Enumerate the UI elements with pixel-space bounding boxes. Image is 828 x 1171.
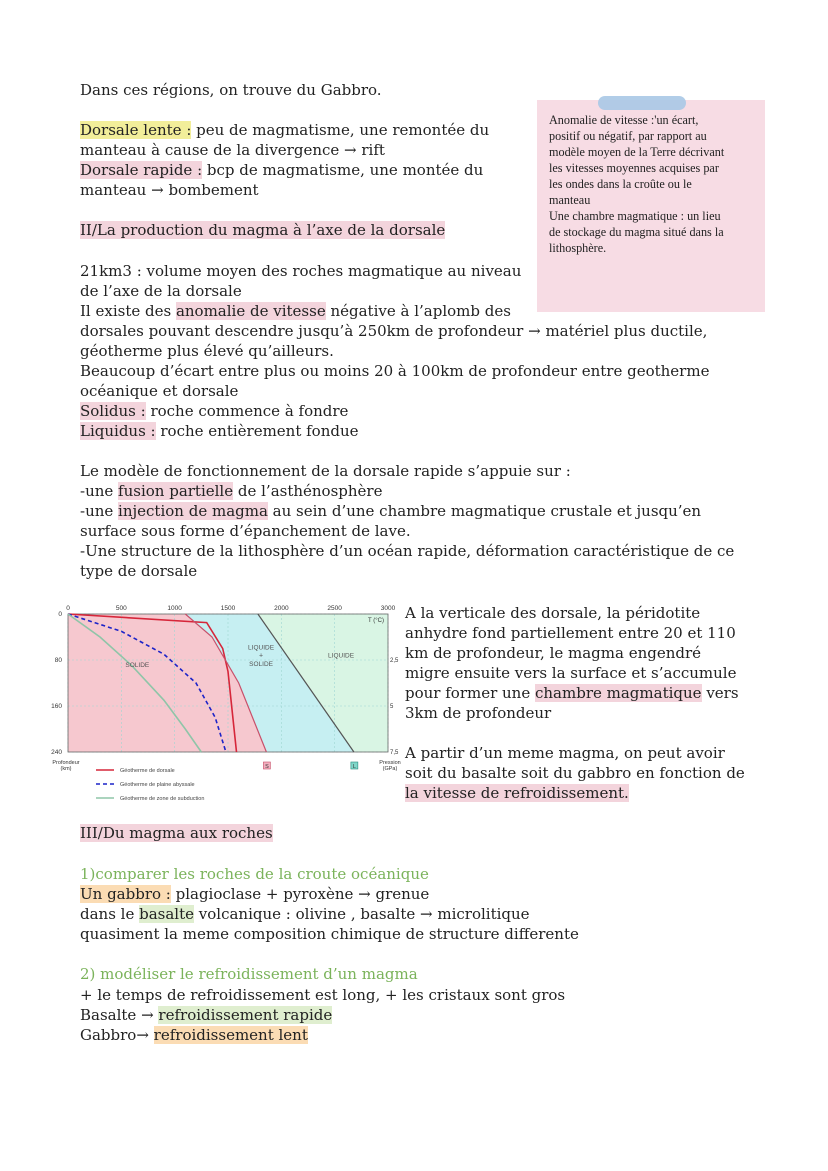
gabbro-term: Un gabbro : — [80, 885, 171, 903]
modele-bullet-3-line2: type de dorsale — [80, 562, 198, 580]
right-line1: A la verticale des dorsale, la péridotite — [405, 604, 701, 622]
subheading-2: 2) modéliser le refroidissement d’un magma — [80, 965, 418, 983]
modele-bullet-1: -une fusion partielle de l’asthénosphère — [80, 482, 383, 500]
modele-bullet-2: -une injection de magma au sein d’une chambre magmatique crustale et jusqu’en — [80, 502, 702, 520]
definition-note: Anomalie de vitesse :'un écart, positif ou négatif, par rapport au modèle moyen de la Terre décrivant les vitesses moyennes acquises par les ondes dans la croûte ou le manteau Une chambre magmatique : un lieu de stockage du magma situé dans la lithosphère. — [537, 100, 765, 312]
volume-line2: de l’axe de la dorsale — [80, 282, 242, 300]
modele-bullet-2-line2: surface sous forme d’épanchement de lave. — [80, 522, 411, 540]
region-label-liquide-solide: LIQUIDE — [248, 644, 275, 652]
y2-axis-unit: (GPa) — [382, 766, 398, 772]
dorsale-rapide-term: Dorsale rapide : — [80, 161, 203, 179]
solidus-marker-label: S — [265, 764, 269, 770]
dorsale-lente-term: Dorsale lente : — [80, 121, 192, 139]
region-label-solide-2: SOLIDE — [249, 660, 273, 668]
liquidus-line: Liquidus : roche entièrement fondue — [80, 422, 359, 440]
right-line5: pour former une chambre magmatique vers — [405, 684, 739, 702]
y2-tick-label: 7,5 — [390, 750, 399, 756]
y-tick-label: 240 — [51, 749, 62, 756]
region-label-solide: SOLIDE — [125, 661, 150, 669]
right-line8: soit du basalte soit du gabbro en fonction de — [405, 764, 745, 782]
ecart-line2: océanique et dorsale — [80, 382, 239, 400]
solidus-term: Solidus : — [80, 402, 146, 420]
y2-axis-label: Pression — [379, 760, 401, 766]
x-tick-label: 500 — [115, 605, 127, 612]
volume-line1: 21km3 : volume moyen des roches magmatique au niveau — [80, 262, 522, 280]
modele-bullet-3: -Une structure de la lithosphère d’un océan rapide, déformation caractéristique de ce — [80, 542, 735, 560]
anomalie-line1: Il existe des anomalie de vitesse négative à l’aplomb des — [80, 302, 511, 320]
legend-label: Géotherme de dorsale — [120, 768, 175, 774]
section-2-heading: II/La production du magma à l’axe de la dorsale — [80, 221, 446, 239]
region-label-plus: + — [259, 652, 264, 660]
y-axis-label: Profondeur — [52, 760, 80, 766]
intro-text: Dans ces régions, on trouve du Gabbro. — [80, 81, 382, 99]
right-line6: 3km de profondeur — [405, 704, 552, 722]
x-tick-label: 0 — [66, 605, 70, 612]
y2-tick-label: 5 — [390, 704, 394, 710]
y-axis-unit: (km) — [60, 766, 72, 772]
x-tick-label: 3000 — [380, 605, 396, 612]
dorsale-lente-line: Dorsale lente : peu de magmatisme, une remontée du — [80, 121, 490, 139]
basalte-rapide-line: Basalte → refroidissement rapide — [80, 1006, 333, 1024]
dorsale-lente-line2: manteau à cause de la divergence → rift — [80, 141, 385, 159]
solidus-line: Solidus : roche commence à fondre — [80, 402, 349, 420]
x-tick-label: 1500 — [220, 605, 236, 612]
dorsale-rapide-line: Dorsale rapide : bcp de magmatisme, une montée du — [80, 161, 484, 179]
x-axis-label: T (°C) — [368, 618, 384, 624]
right-line7: A partir d’un meme magma, on peut avoir — [405, 744, 725, 762]
modele-intro: Le modèle de fonctionnement de la dorsale rapide s’appuie sur : — [80, 462, 571, 480]
subheading-1: 1)comparer les roches de la croute océanique — [80, 865, 429, 883]
dorsale-rapide-line2: manteau → bombement — [80, 181, 259, 199]
anomalie-line2: dorsales pouvant descendre jusqu’à 250km de profondeur → matériel plus ductile, — [80, 322, 708, 340]
right-line4: migre ensuite vers la surface et s’accumule — [405, 664, 737, 682]
x-tick-label: 2500 — [327, 605, 342, 612]
region-label-liquide: LIQUIDE — [328, 652, 355, 660]
basalte-line: dans le basalte volcanique : olivine , basalte → microlitique — [80, 905, 530, 923]
anomalie-line3: géotherme plus élevé qu’ailleurs. — [80, 342, 334, 360]
x-tick-label: 1000 — [167, 605, 182, 612]
y2-tick-label: 2,5 — [390, 658, 399, 664]
right-line9: la vitesse de refroidissement. — [405, 784, 629, 802]
composition-line: quasiment la meme composition chimique de structure differente — [80, 925, 579, 943]
legend-label: Géotherme de plaine abyssale — [120, 782, 195, 788]
gabbro-line: Un gabbro : plagioclase + pyroxène → grenue — [80, 885, 430, 903]
right-line3: km de profondeur, le magma engendré — [405, 644, 702, 662]
y-tick-label: 0 — [58, 611, 62, 618]
section-3-heading: III/Du magma aux roches — [80, 824, 273, 842]
anomalie-term: anomalie de vitesse — [175, 302, 326, 320]
ecart-line1: Beaucoup d’écart entre plus ou moins 20 à 100km de profondeur entre geotherme — [80, 362, 710, 380]
y-tick-label: 160 — [51, 703, 62, 710]
legend-label: Géotherme de zone de subduction — [120, 796, 205, 802]
liquidus-marker-label: L — [352, 764, 356, 770]
liquidus-term: Liquidus : — [80, 422, 156, 440]
basalte-term: basalte — [139, 905, 195, 923]
right-line2: anhydre fond partiellement entre 20 et 110 — [405, 624, 736, 642]
geotherm-chart — [46, 600, 402, 810]
gabbro-lent-line: Gabbro→ refroidissement lent — [80, 1026, 308, 1044]
tape-decoration — [598, 96, 686, 110]
y-tick-label: 80 — [54, 657, 62, 664]
x-tick-label: 2000 — [274, 605, 289, 612]
temps-line: + le temps de refroidissement est long, + les cristaux sont gros — [80, 986, 566, 1004]
